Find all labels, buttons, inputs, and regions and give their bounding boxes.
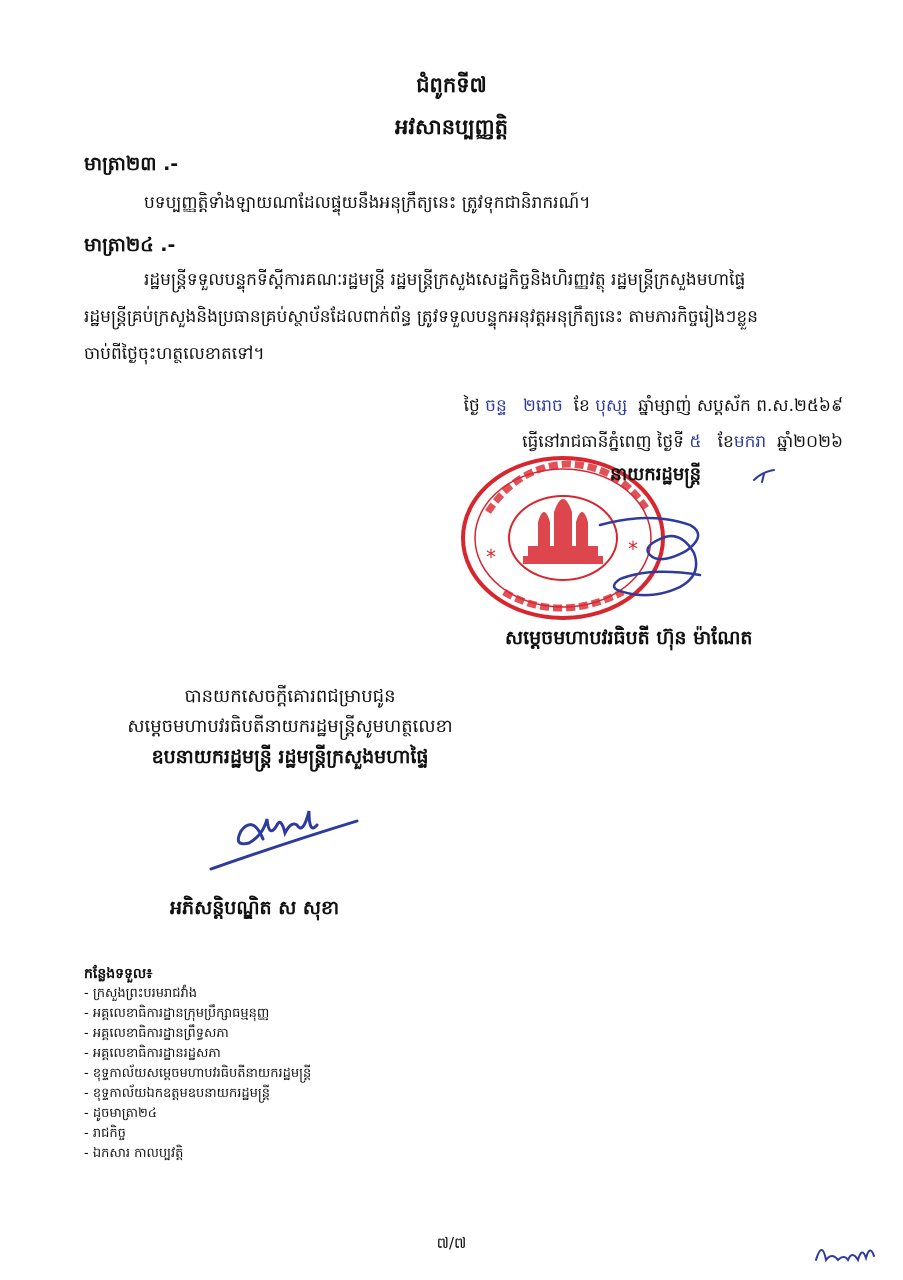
lunar-date: [464, 395, 843, 420]
article-23-title: មាត្រា២៣ .-: [84, 153, 179, 175]
lunar-rest: ឆ្នាំម្សាញ់ សប្តស័ក ព.ស.២៥៦៩: [638, 396, 843, 416]
list-item: - ក្រសួងព្រះបរមរាជវាំង: [84, 984, 311, 1004]
chapter-heading: ជំពូកទី៧: [416, 73, 487, 97]
lunar-day-label: ថ្ងៃ: [463, 396, 480, 416]
article-24-title: មាត្រា២៤ .-: [84, 234, 176, 256]
svg-text:*: *: [628, 537, 638, 561]
list-item: - អគ្គលេខាធិការដ្ឋានក្រុមប្រឹក្សាធម្មនុញ្ញ: [84, 1004, 311, 1024]
solar-day: ៥: [689, 432, 702, 452]
recipients-list: [84, 964, 311, 1164]
solar-month-label: ខែ: [717, 432, 734, 452]
list-item: - រាជកិច្ច: [84, 1124, 311, 1144]
countersign-title: ឧបនាយករដ្ឋមន្ត្រី រដ្ឋមន្ត្រីក្រសួងមហាផ្ទៃ: [151, 746, 429, 768]
countersign-line1: បានយកសេចក្តីគោរពជម្រាបជូន: [184, 686, 396, 707]
lunar-moon-day: ២រោច: [522, 396, 563, 416]
svg-text:*: *: [486, 545, 496, 569]
pm-title: នាយករដ្ឋមន្ត្រី: [610, 464, 702, 485]
pm-name: សម្តេចមហាបវរធិបតី ហ៊ុន ម៉ាណែត: [505, 627, 753, 649]
lunar-month: បុស្ស: [595, 396, 628, 416]
countersign-line2: សម្តេចមហាបវរធិបតីនាយករដ្ឋមន្ត្រីសូមហត្ថលេខា: [127, 716, 453, 737]
pm-signature-icon: [590, 505, 710, 615]
list-item: - អគ្គលេខាធិការដ្ឋានព្រឹទ្ធសភា: [84, 1024, 311, 1044]
lunar-month-label: ខែ: [573, 396, 590, 416]
deputy-pm-name: អភិសន្តិបណ្ឌិត ស សុខា: [170, 897, 340, 919]
solar-prefix: ធ្វើនៅរាជធានីភ្នំពេញ ថ្ងៃទី: [522, 432, 684, 452]
page-number: ៧/៧: [436, 1234, 467, 1252]
article-24-line: រដ្ឋមន្ត្រីគ្រប់ក្រសួងនិងប្រធានគ្រប់ស្ថាប័នដែលពាក់ព័ន្ធ ត្រូវទទួលបន្ទុកអនុវត្តអនុក្រឹត្យនេះ តាមភារកិច្ចរៀងៗខ្លួន: [84, 307, 758, 327]
list-item: - ខុទ្ទកាល័យឯកឧត្តមឧបនាយករដ្ឋមន្ត្រី: [84, 1084, 311, 1104]
deputy-signature-icon: [205, 795, 365, 875]
article-24-body: [84, 262, 844, 373]
article-23-body: [84, 185, 844, 222]
list-item: - ខុទ្ទកាល័យសម្តេចមហាបវរធិបតីនាយករដ្ឋមន្ត្រី: [84, 1064, 311, 1084]
list-item: - ឯកសារ កាលប្បវត្តិ: [84, 1144, 311, 1164]
article-24-line: ចាប់ពីថ្ងៃចុះហត្ថលេខាតទៅ។: [84, 344, 265, 364]
article-23-line: បទប្បញ្ញត្តិទាំងឡាយណាដែលផ្ទុយនឹងអនុក្រឹត្យនេះ ត្រូវទុកជានិរាករណ៍។: [144, 193, 591, 213]
article-24-line: រដ្ឋមន្ត្រីទទួលបន្ទុកទីស្តីការគណៈរដ្ឋមន្ត្រី រដ្ឋមន្ត្រីក្រសួងសេដ្ឋកិច្ចនិងហិរញ្ញវត្ថុ រដ្ឋមន្ត្រីក្រសួងមហាផ្ទៃ: [144, 270, 746, 290]
recipients-heading: កន្លែងទទួល៖: [84, 966, 153, 982]
pen-mark-icon: [752, 468, 778, 484]
solar-year: ឆ្នាំ២០២៦: [777, 432, 843, 452]
list-item: - ដូចមាត្រា២៤: [84, 1104, 311, 1124]
section-heading: អវសានប្បញ្ញត្តិ: [395, 115, 508, 139]
lunar-day: ចន្ទ: [485, 396, 507, 416]
countersign-block: [60, 682, 520, 772]
initials-icon: [812, 1236, 882, 1270]
list-item: - អគ្គលេខាធិការដ្ឋានរដ្ឋសភា: [84, 1044, 311, 1064]
solar-month: មករា: [733, 432, 767, 452]
